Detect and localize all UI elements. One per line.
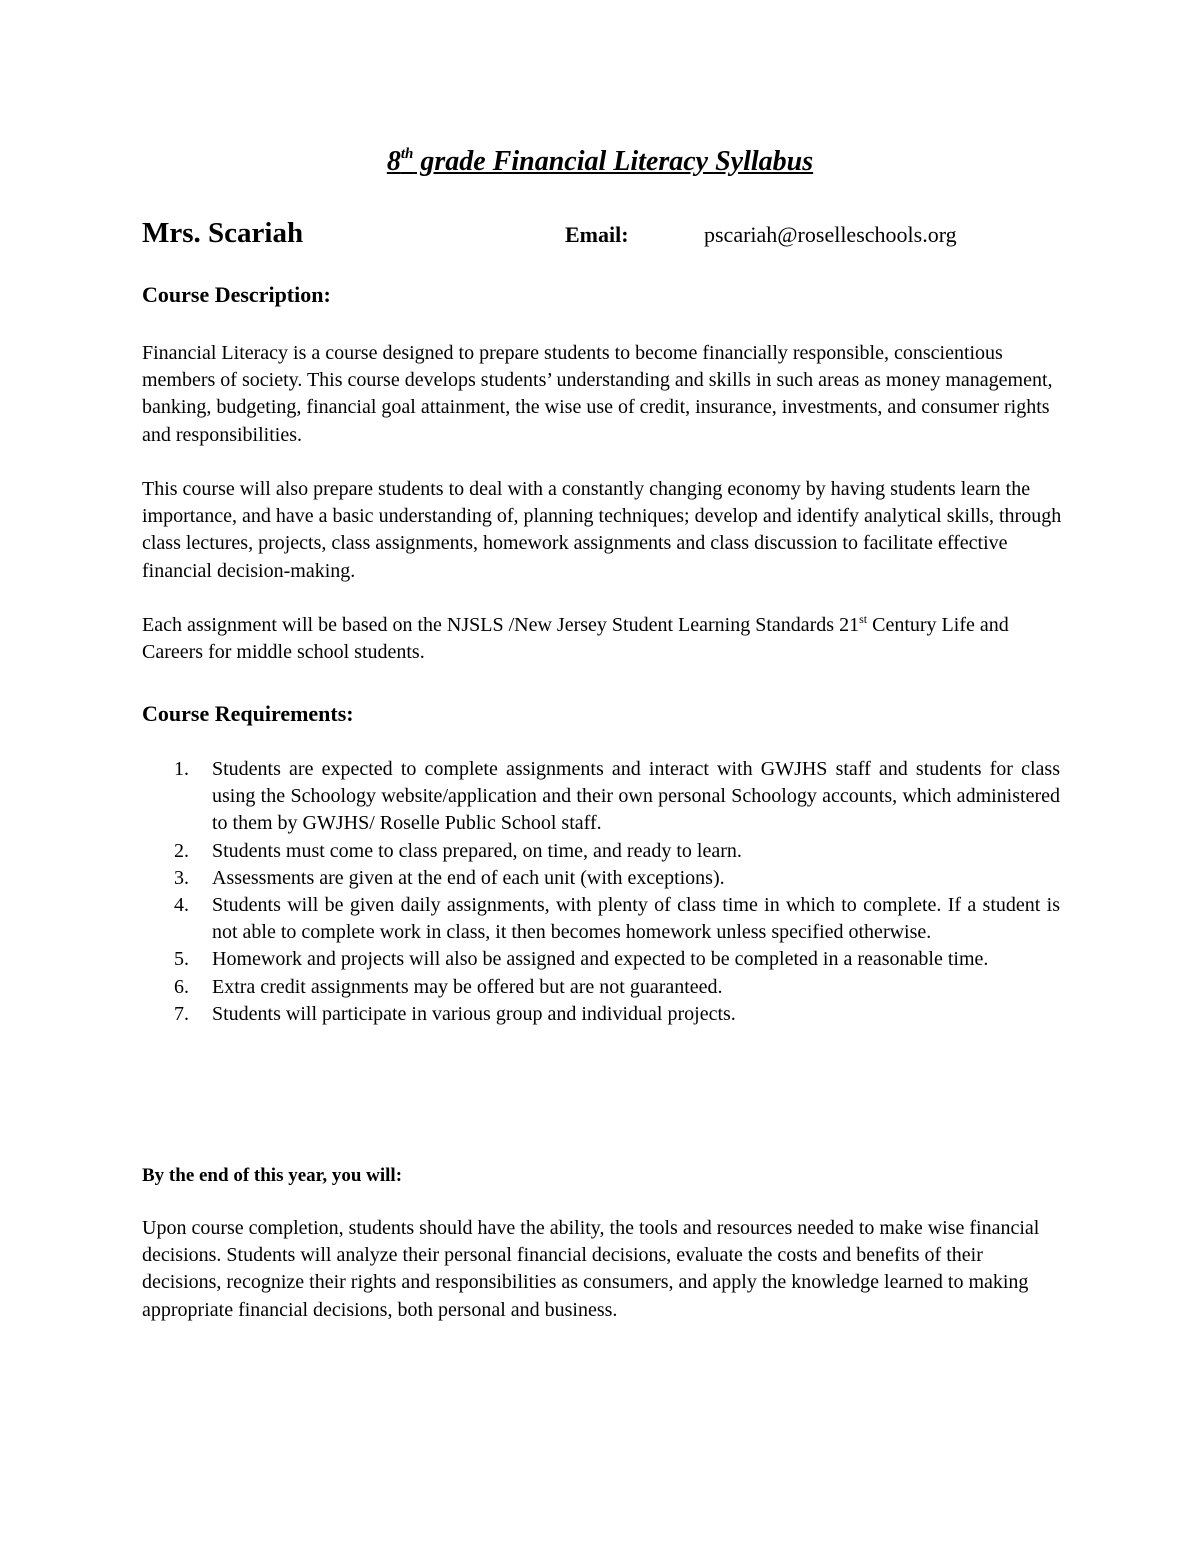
requirement-number: 2. [174, 839, 189, 862]
course-description-heading: Course Description: [142, 282, 331, 307]
email-address: pscariah@roselleschools.org [704, 222, 957, 247]
requirement-number: 4. [174, 894, 189, 917]
requirement-text: Students will participate in various group and individual projects. [212, 1002, 736, 1025]
requirement-item [142, 946, 1060, 973]
requirement-item [142, 974, 1060, 1001]
requirement-text: Homework and projects will also be assigned and expected to be completed in a reasonable time. [212, 948, 989, 971]
requirement-text: Assessments are given at the end of each unit (with exceptions). [212, 866, 725, 889]
course-description-paragraph-2: This course will also prepare students to deal with a constantly changing economy by having students learn the importance, and have a basic understanding of, planning techniques; develop and identify analytical skills, through class lectures, projects, class assignments, homework assignments and class discussion to facilitate effective financial decision-making. [142, 478, 1062, 582]
title-ordinal-suffix: th [400, 146, 414, 162]
page-title [0, 144, 1200, 180]
requirement-item [142, 865, 1060, 892]
requirement-text: Extra credit assignments may be offered but are not guaranteed. [212, 975, 723, 998]
standards-text-end: Century Life and Careers for middle school students. [142, 614, 1009, 664]
requirement-item [142, 838, 1060, 865]
requirement-number: 5. [174, 948, 189, 971]
requirement-number: 7. [174, 1002, 189, 1025]
requirement-number: 1. [174, 758, 189, 780]
email-label: Email: [565, 222, 629, 247]
course-description-paragraph-3 [142, 612, 1062, 666]
requirement-text: Students will be given daily assignments, with plenty of class time in which to complete. If a student is not able to complete work in class, it then becomes homework unless specified otherwise. [212, 894, 1060, 944]
requirement-item [142, 1001, 1060, 1028]
outcomes-heading: By the end of this year, you will: [142, 1165, 403, 1186]
requirements-list [142, 756, 1060, 1028]
course-requirements-heading: Course Requirements: [142, 701, 354, 726]
requirement-text: Students must come to class prepared, on time, and ready to learn. [212, 839, 742, 862]
standards-text-start: Each assignment will be based on the NJSLS /New Jersey Student Learning Standards 21 [142, 614, 860, 636]
requirement-text: Students are expected to complete assignments and interact with GWJHS staff and students for class using the Schoology website/application and their own personal Schoology accounts, which administered to them by GWJHS/ Roselle Public School staff. [212, 758, 1060, 835]
course-description-paragraph-1: Financial Literacy is a course designed to prepare students to become financially responsible, conscientious members of society. This course develops students’ understanding and skills in such areas as money management, banking, budgeting, financial goal attainment, the wise use of credit, insurance, investments, and consumer rights and responsibilities. [142, 342, 1053, 446]
standards-ordinal-suffix: st [859, 612, 868, 626]
outcomes-paragraph: Upon course completion, students should have the ability, the tools and resources needed to make wise financial decisions. Students will analyze their personal financial decisions, evaluate the costs and benefits of their decisions, recognize their rights and responsibilities as consumers, and apply the knowledge learned to making appropriate financial decisions, both personal and business. [142, 1217, 1040, 1321]
requirement-item [142, 892, 1060, 946]
teacher-name: Mrs. Scariah [142, 217, 304, 249]
title-text: grade Financial Literacy Syllabus [413, 146, 814, 177]
requirement-item [142, 756, 1060, 838]
requirement-number: 6. [174, 975, 189, 998]
title-ordinal-number: 8 [386, 146, 401, 177]
requirement-number: 3. [174, 866, 189, 889]
